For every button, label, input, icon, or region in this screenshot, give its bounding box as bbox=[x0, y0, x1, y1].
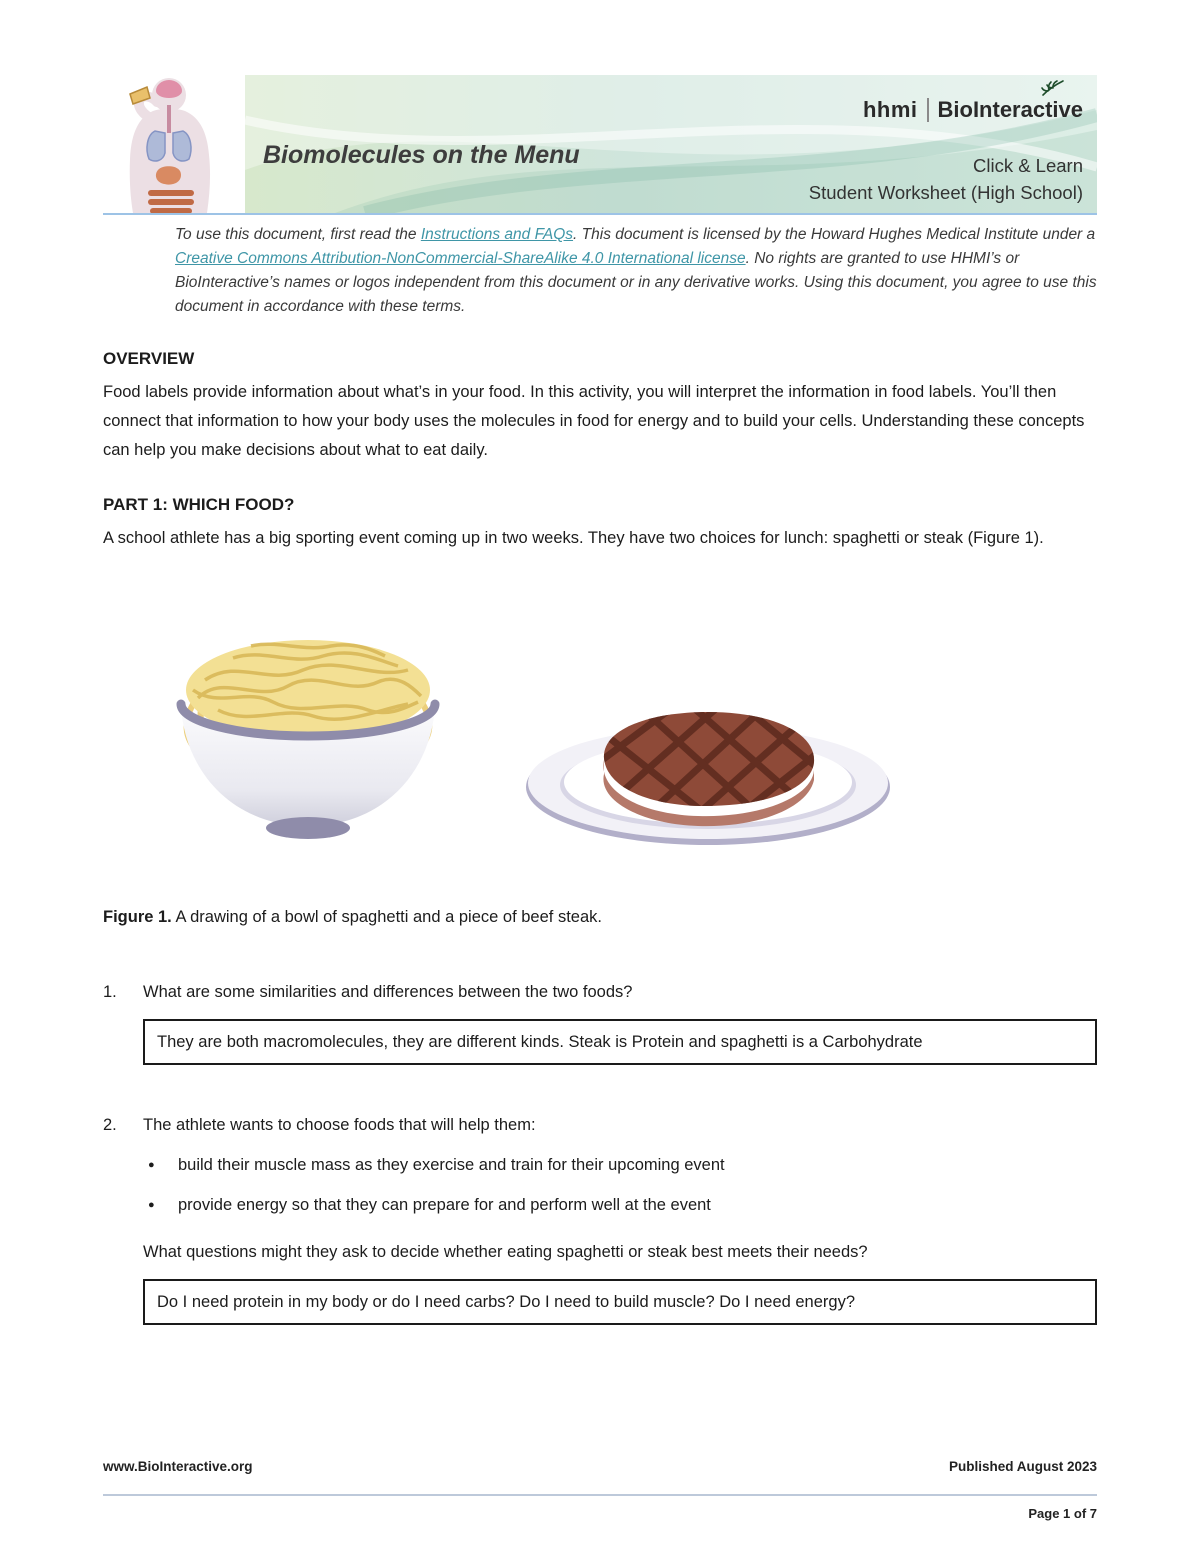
question-1-number: 1. bbox=[103, 983, 117, 1001]
overview-heading: OVERVIEW bbox=[103, 349, 195, 368]
license-text-1: To use this document, first read the bbox=[175, 226, 421, 243]
anatomy-figure-icon bbox=[103, 73, 245, 213]
logo-divider bbox=[927, 98, 929, 122]
bullet-text: build their muscle mass as they exercise and train for their upcoming event bbox=[178, 1156, 725, 1174]
figure-label: Figure 1. bbox=[103, 908, 172, 926]
banner-art bbox=[245, 75, 1097, 213]
question-1 bbox=[103, 978, 1097, 1007]
spaghetti-bowl-drawing bbox=[163, 620, 453, 848]
header-banner bbox=[103, 75, 1097, 215]
human-body-illustration bbox=[103, 75, 245, 213]
student-worksheet-label: Student Worksheet (High School) bbox=[808, 182, 1083, 204]
figure-caption bbox=[103, 903, 1097, 932]
bullet-text: provide energy so that they can prepare for and perform well at the event bbox=[178, 1196, 711, 1214]
overview-paragraph: Food labels provide information about what’s in your food. In this activity, you will interpret the information in food labels. You’ll then connect that information to how your body uses the molecules in food for energy and to build your cells. Understanding these concepts can help you make decisions about what to eat daily. bbox=[103, 383, 1085, 459]
license-paragraph bbox=[175, 223, 1097, 319]
license-text-2: . This document is licensed by the Howard Hughes Medical Institute under a bbox=[573, 226, 1096, 243]
license-text-3: . No rights are granted to use HHMI’s or BioInteractive’s names or logos independent from this document or in any derivative works. Using this document, you agree to use this document in accordance with these terms. bbox=[175, 250, 1097, 315]
steak-plate-image bbox=[518, 688, 898, 853]
question-2-followup: What questions might they ask to decide whether eating spaghetti or steak best meets their needs? bbox=[143, 1243, 868, 1261]
question-2-bullets bbox=[103, 1151, 1097, 1220]
biointeractive-wordmark: BioInteractive bbox=[937, 97, 1083, 122]
bullet-marker: ● bbox=[148, 1159, 155, 1171]
header-subtitles bbox=[809, 153, 1083, 207]
hhmi-biointeractive-logo bbox=[863, 79, 1083, 123]
question-2 bbox=[103, 1111, 1097, 1140]
fern-icon bbox=[1039, 79, 1065, 97]
figure-1 bbox=[163, 608, 1097, 853]
footer-page-number: Page 1 of 7 bbox=[1028, 1506, 1097, 1521]
document-title: Biomolecules on the Menu bbox=[263, 141, 580, 169]
question-2-number: 2. bbox=[103, 1116, 117, 1134]
bullet-marker: ● bbox=[148, 1199, 155, 1211]
part1-heading: PART 1: WHICH FOOD? bbox=[103, 495, 295, 514]
footer-site-url: www.BioInteractive.org bbox=[103, 1459, 253, 1474]
hhmi-wordmark: hhmi bbox=[862, 97, 918, 122]
footer-published-date: Published August 2023 bbox=[948, 1459, 1097, 1474]
figure-caption-text: A drawing of a bowl of spaghetti and a piece of beef steak. bbox=[171, 908, 602, 926]
part1-intro: A school athlete has a big sporting event coming up in two weeks. They have two choices for lunch: spaghetti or steak (Figure 1). bbox=[103, 529, 1044, 547]
answer-box-1[interactable]: They are both macromolecules, they are different kinds. Steak is Protein and spaghetti is a Carbohydrate bbox=[143, 1019, 1097, 1065]
steak-plate-drawing bbox=[518, 688, 898, 848]
spaghetti-bowl-image bbox=[163, 620, 453, 853]
answer-box-2[interactable]: Do I need protein in my body or do I need carbs? Do I need to build muscle? Do I need energy? bbox=[143, 1279, 1097, 1325]
instructions-faqs-link[interactable]: Instructions and FAQs bbox=[420, 226, 574, 243]
click-and-learn-label: Click & Learn bbox=[972, 155, 1083, 177]
bullet-item bbox=[103, 1151, 1097, 1180]
footer bbox=[103, 1459, 1097, 1521]
bullet-item bbox=[103, 1191, 1097, 1220]
question-1-text: What are some similarities and differences between the two foods? bbox=[143, 983, 633, 1001]
question-2-text: The athlete wants to choose foods that will help them: bbox=[143, 1116, 536, 1134]
cc-license-link[interactable]: Creative Commons Attribution-NonCommercial-ShareAlike 4.0 International license bbox=[175, 250, 746, 267]
footer-divider bbox=[103, 1494, 1097, 1496]
